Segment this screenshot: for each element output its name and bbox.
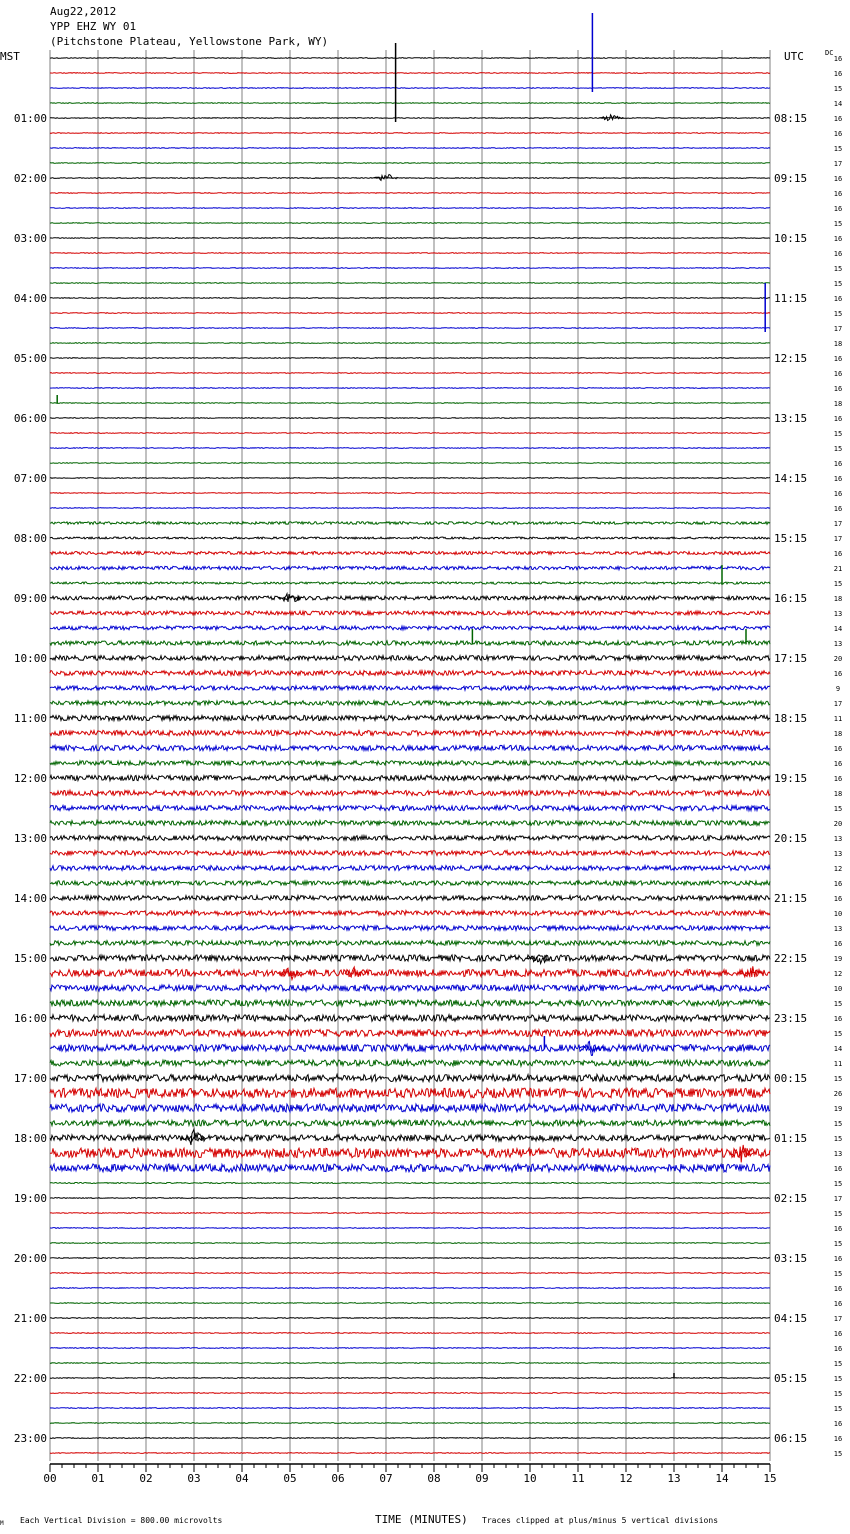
trace-line	[50, 1213, 770, 1214]
hour-label-right: 23:15	[774, 1012, 808, 1025]
dc-offset-label: 14	[833, 100, 843, 108]
dc-offset-label: 16	[833, 415, 843, 423]
hour-label-right: 08:15	[774, 112, 808, 125]
hour-label-left: 14:00	[13, 892, 47, 905]
trace-line	[50, 253, 770, 254]
trace-line	[50, 178, 770, 179]
dc-offset-label: 16	[833, 355, 843, 363]
trace-line	[50, 493, 770, 494]
hour-label-left: 22:00	[13, 1372, 47, 1385]
trace-line	[50, 58, 770, 59]
dc-offset-label: 16	[833, 190, 843, 198]
dc-offset-label: 16	[833, 745, 843, 753]
trace-line	[50, 641, 770, 645]
trace-line	[50, 730, 770, 735]
dc-offset-label: 17	[833, 160, 843, 168]
trace-line	[50, 821, 770, 826]
x-tick-label: 06	[331, 1472, 345, 1485]
x-tick-label: 03	[187, 1472, 201, 1485]
dc-offset-label: 16	[833, 1015, 843, 1023]
trace-line	[50, 985, 770, 991]
dc-offset-label: 17	[833, 1195, 843, 1203]
trace-line	[50, 1288, 770, 1289]
trace-line	[50, 268, 770, 269]
trace-line	[50, 775, 770, 780]
dc-offset-label: 16	[833, 550, 843, 558]
dc-offset-label: 15	[833, 1135, 843, 1143]
dc-offset-label: 15	[833, 445, 843, 453]
trace-line	[50, 805, 770, 810]
trace-line	[50, 911, 770, 916]
dc-offset-label: 16	[833, 475, 843, 483]
trace-line	[50, 656, 770, 661]
hour-label-left: 12:00	[13, 772, 47, 785]
station-location: (Pitchstone Plateau, Yellowstone Park, WY)	[50, 35, 329, 48]
dc-offset-label: 16	[833, 370, 843, 378]
dc-offset-label: 16	[833, 895, 843, 903]
hour-label-left: 04:00	[13, 292, 47, 305]
dc-offset-label: 19	[833, 1105, 843, 1113]
trace-line	[50, 626, 770, 630]
dc-offset-label: 15	[833, 1240, 843, 1248]
trace-line	[50, 103, 770, 104]
x-tick-label: 04	[235, 1472, 249, 1485]
dc-offset-label: 16	[833, 505, 843, 513]
x-tick-label: 11	[571, 1472, 585, 1485]
dc-offset-label: 15	[833, 85, 843, 93]
hour-label-left: 16:00	[13, 1012, 47, 1025]
trace-line	[50, 1045, 770, 1052]
dc-offset-label: 15	[833, 430, 843, 438]
x-tick-label: 01	[91, 1472, 105, 1485]
trace-line	[50, 1408, 770, 1409]
dc-offset-label: 17	[833, 535, 843, 543]
hour-label-left: 07:00	[13, 472, 47, 485]
dc-offset-label: 16	[833, 205, 843, 213]
dc-offset-label: 16	[833, 1345, 843, 1353]
hour-label-left: 10:00	[13, 652, 47, 665]
hour-label-left: 20:00	[13, 1252, 47, 1265]
dc-offset-label: 13	[833, 925, 843, 933]
dc-offset-label: 16	[833, 235, 843, 243]
dc-offset-label: 16	[833, 115, 843, 123]
dc-offset-label: 17	[833, 325, 843, 333]
dc-offset-label: 16	[833, 460, 843, 468]
dc-offset-label: 15	[833, 1075, 843, 1083]
trace-line	[50, 448, 770, 449]
dc-offset-label: 15	[833, 1270, 843, 1278]
dc-offset-label: 16	[833, 130, 843, 138]
dc-offset-label: 18	[833, 400, 843, 408]
trace-line	[50, 836, 770, 841]
dc-offset-label: 15	[833, 1180, 843, 1188]
hour-label-right: 20:15	[774, 832, 808, 845]
trace-line	[50, 133, 770, 134]
plot-date: Aug22,2012	[50, 5, 117, 18]
dc-offset-label: 13	[833, 610, 843, 618]
dc-offset-label: 17	[833, 520, 843, 528]
hour-label-right: 19:15	[774, 772, 808, 785]
dc-offset-label: 14	[833, 1045, 843, 1053]
trace-line	[50, 358, 770, 359]
trace-line	[50, 896, 770, 901]
dc-offset-label: 13	[833, 640, 843, 648]
trace-line	[50, 1363, 770, 1364]
trace-line	[50, 1303, 770, 1304]
dc-offset-label: 15	[833, 1375, 843, 1383]
event-burst	[528, 955, 552, 963]
x-tick-label: 05	[283, 1472, 297, 1485]
trace-line	[50, 970, 770, 977]
hour-label-right: 22:15	[774, 952, 808, 965]
trace-line	[50, 148, 770, 149]
trace-line	[50, 851, 770, 856]
hour-label-right: 05:15	[774, 1372, 808, 1385]
hour-label-right: 09:15	[774, 172, 808, 185]
dc-offset-label: 15	[833, 805, 843, 813]
trace-line	[50, 1378, 770, 1379]
trace-line	[50, 1000, 770, 1006]
trace-line	[50, 596, 770, 600]
trace-line	[50, 313, 770, 314]
dc-offset-label: 16	[833, 1165, 843, 1173]
trace-line	[50, 1273, 770, 1274]
dc-offset-label: 15	[833, 1000, 843, 1008]
hour-label-right: 18:15	[774, 712, 808, 725]
x-tick-label: 14	[715, 1472, 729, 1485]
timezone-right: UTC	[784, 50, 804, 63]
trace-line	[50, 686, 770, 690]
dc-header: DC	[825, 49, 834, 57]
trace-line	[50, 537, 770, 539]
dc-offset-label: 17	[833, 700, 843, 708]
dc-offset-label: 18	[833, 730, 843, 738]
event-burst	[580, 1041, 604, 1055]
trace-line	[50, 1148, 770, 1158]
trace-line	[50, 418, 770, 419]
hour-label-left: 02:00	[13, 172, 47, 185]
trace-line	[50, 433, 770, 434]
dc-offset-label: 16	[833, 940, 843, 948]
dc-offset-label: 13	[833, 1150, 843, 1158]
dc-offset-label: 16	[833, 55, 843, 63]
dc-offset-label: 17	[833, 1315, 843, 1323]
trace-line	[50, 715, 770, 720]
dc-offset-label: 16	[833, 1225, 843, 1233]
x-tick-label: 13	[667, 1472, 681, 1485]
trace-line	[50, 478, 770, 479]
x-tick-label: 02	[139, 1472, 153, 1485]
trace-line	[50, 1243, 770, 1244]
dc-offset-label: 15	[833, 145, 843, 153]
dc-offset-label: 15	[833, 1390, 843, 1398]
dc-offset-label: 11	[833, 1060, 843, 1068]
trace-line	[50, 343, 770, 344]
trace-line	[50, 193, 770, 194]
trace-line	[50, 508, 770, 509]
trace-line	[50, 373, 770, 374]
event-burst	[739, 966, 763, 977]
hour-label-right: 17:15	[774, 652, 808, 665]
trace-line	[50, 671, 770, 676]
dc-offset-label: 16	[833, 70, 843, 78]
trace-line	[50, 403, 770, 404]
dc-offset-label: 18	[833, 595, 843, 603]
trace-line	[50, 881, 770, 885]
clip-note: Traces clipped at plus/minus 5 vertical divisions	[482, 1516, 719, 1525]
dc-offset-label: 15	[833, 280, 843, 288]
trace-line	[50, 701, 770, 705]
hour-label-right: 21:15	[774, 892, 808, 905]
trace-line	[50, 1088, 770, 1098]
dc-offset-label: 16	[833, 880, 843, 888]
dc-offset-label: 15	[833, 265, 843, 273]
trace-line	[50, 88, 770, 89]
trace-line	[50, 611, 770, 615]
dc-offset-label: 16	[833, 490, 843, 498]
dc-offset-label: 10	[833, 910, 843, 918]
x-tick-label: 09	[475, 1472, 489, 1485]
trace-line	[50, 745, 770, 750]
trace-line	[50, 761, 770, 765]
hour-label-right: 12:15	[774, 352, 808, 365]
trace-line	[50, 552, 770, 555]
hour-label-left: 23:00	[13, 1432, 47, 1445]
trace-line	[50, 118, 770, 119]
dc-offset-label: 12	[833, 970, 843, 978]
dc-offset-label: 19	[833, 955, 843, 963]
hour-label-right: 11:15	[774, 292, 808, 305]
trace-line	[50, 1104, 770, 1112]
trace-line	[50, 1333, 770, 1334]
dc-offset-label: 16	[833, 670, 843, 678]
dc-offset-label: 14	[833, 625, 843, 633]
trace-line	[50, 566, 770, 570]
dc-offset-label: 26	[833, 1090, 843, 1098]
trace-line	[50, 866, 770, 871]
hour-label-left: 19:00	[13, 1192, 47, 1205]
scale-note: Each Vertical Division = 800.00 microvolts	[20, 1516, 223, 1525]
timezone-left: MST	[0, 50, 20, 63]
trace-line	[50, 298, 770, 299]
x-tick-label: 15	[763, 1472, 777, 1485]
hour-label-left: 21:00	[13, 1312, 47, 1325]
trace-line	[50, 1030, 770, 1037]
dc-offset-label: 15	[833, 1120, 843, 1128]
dc-offset-label: 10	[833, 985, 843, 993]
hour-label-right: 04:15	[774, 1312, 808, 1325]
dc-offset-label: 21	[833, 565, 843, 573]
trace-line	[50, 1423, 770, 1424]
dc-offset-label: 20	[833, 820, 843, 828]
trace-line	[50, 1183, 770, 1184]
dc-offset-label: 15	[833, 1360, 843, 1368]
x-tick-label: 12	[619, 1472, 633, 1485]
trace-line	[50, 1453, 770, 1454]
x-axis-title: TIME (MINUTES)	[375, 1513, 468, 1526]
trace-line	[50, 238, 770, 239]
dc-offset-label: 16	[833, 1435, 843, 1443]
trace-line	[50, 73, 770, 74]
dc-offset-label: 15	[833, 220, 843, 228]
hour-label-left: 05:00	[13, 352, 47, 365]
dc-offset-label: 16	[833, 385, 843, 393]
x-tick-label: 07	[379, 1472, 393, 1485]
trace-line	[50, 582, 770, 584]
hour-label-right: 03:15	[774, 1252, 808, 1265]
hour-label-left: 18:00	[13, 1132, 47, 1145]
dc-offset-label: 15	[833, 1030, 843, 1038]
trace-line	[50, 955, 770, 961]
trace-line	[50, 1164, 770, 1172]
trace-line	[50, 163, 770, 164]
hour-label-left: 08:00	[13, 532, 47, 545]
hour-label-right: 14:15	[774, 472, 808, 485]
dc-offset-label: 20	[833, 655, 843, 663]
trace-line	[50, 1393, 770, 1394]
dc-offset-label: 15	[833, 1210, 843, 1218]
hour-label-right: 02:15	[774, 1192, 808, 1205]
dc-offset-label: 18	[833, 790, 843, 798]
dc-offset-label: 16	[833, 175, 843, 183]
x-tick-label: 10	[523, 1472, 537, 1485]
hour-label-left: 09:00	[13, 592, 47, 605]
trace-line	[50, 1258, 770, 1259]
trace-line	[50, 1198, 770, 1199]
trace-line	[50, 1075, 770, 1082]
dc-offset-label: 15	[833, 310, 843, 318]
trace-line	[50, 328, 770, 329]
trace-line	[50, 790, 770, 795]
hour-label-left: 03:00	[13, 232, 47, 245]
dc-offset-label: 16	[833, 1300, 843, 1308]
dc-offset-label: 16	[833, 1285, 843, 1293]
hour-label-left: 13:00	[13, 832, 47, 845]
trace-line	[50, 208, 770, 209]
station-code: YPP EHZ WY 01	[50, 20, 137, 33]
trace-line	[50, 522, 770, 525]
corner-mark: M	[0, 1520, 4, 1527]
trace-line	[50, 223, 770, 224]
trace-line	[50, 1438, 770, 1439]
hour-label-right: 16:15	[774, 592, 808, 605]
dc-offset-label: 11	[833, 715, 843, 723]
hour-label-right: 13:15	[774, 412, 808, 425]
trace-line	[50, 941, 770, 946]
hour-label-right: 10:15	[774, 232, 808, 245]
trace-line	[50, 1135, 770, 1141]
hour-label-left: 17:00	[13, 1072, 47, 1085]
dc-offset-label: 16	[833, 760, 843, 768]
hour-label-right: 06:15	[774, 1432, 808, 1445]
dc-offset-label: 15	[833, 1405, 843, 1413]
dc-offset-label: 16	[833, 250, 843, 258]
hour-label-left: 06:00	[13, 412, 47, 425]
trace-line	[50, 283, 770, 284]
hour-label-left: 01:00	[13, 112, 47, 125]
hour-label-right: 00:15	[774, 1072, 808, 1085]
trace-line	[50, 926, 770, 931]
hour-label-left: 11:00	[13, 712, 47, 725]
trace-line	[50, 1348, 770, 1349]
dc-offset-label: 16	[833, 1420, 843, 1428]
trace-line	[50, 1060, 770, 1066]
trace-line	[50, 1120, 770, 1126]
x-tick-label: 00	[43, 1472, 57, 1485]
dc-offset-label: 15	[833, 1450, 843, 1458]
trace-line	[50, 1318, 770, 1319]
x-tick-label: 08	[427, 1472, 441, 1485]
dc-offset-label: 13	[833, 835, 843, 843]
dc-offset-label: 15	[833, 580, 843, 588]
hour-label-left: 15:00	[13, 952, 47, 965]
hour-label-right: 01:15	[774, 1132, 808, 1145]
dc-offset-label: 16	[833, 295, 843, 303]
dc-offset-label: 9	[835, 685, 841, 693]
trace-line	[50, 1015, 770, 1022]
trace-line	[50, 388, 770, 389]
dc-offset-label: 16	[833, 1255, 843, 1263]
dc-offset-label: 13	[833, 850, 843, 858]
trace-line	[50, 463, 770, 464]
trace-line	[50, 1228, 770, 1229]
dc-offset-label: 18	[833, 340, 843, 348]
dc-offset-label: 12	[833, 865, 843, 873]
dc-offset-label: 16	[833, 775, 843, 783]
hour-label-right: 15:15	[774, 532, 808, 545]
dc-offset-label: 16	[833, 1330, 843, 1338]
